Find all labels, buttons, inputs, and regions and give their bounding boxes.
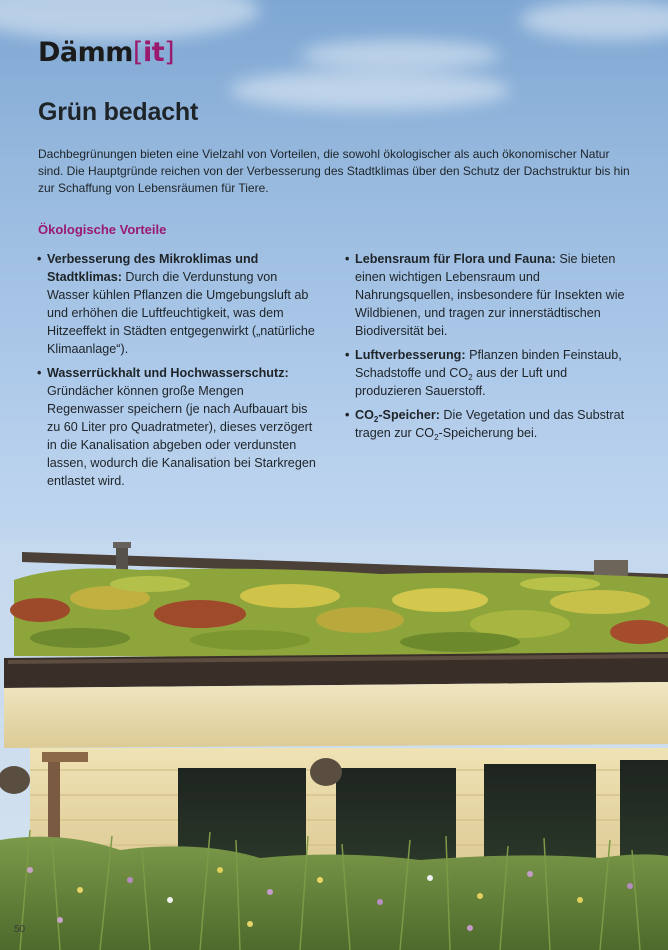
item-text: Durch die Verdunstung von Wasser kühlen Pflanzen die Umgebungsluft ab und erhöhen die Luftfeuchtigkeit, was dem Hitzeeffekt in Städten entgegenwirkt („natürliche Klimaanlage“). <box>47 270 315 356</box>
logo-part-2: it <box>142 37 165 68</box>
cloud <box>230 70 510 110</box>
item-text: Sie bieten einen wichtigen Lebensraum und Nahrungsquellen, insbesondere für Insekten wie Wildbienen, und tragen zur innerstädtischen Biodiversität bei. <box>355 252 625 338</box>
item-title-part: CO <box>355 408 374 422</box>
list-item <box>38 250 318 358</box>
cloud <box>520 0 668 40</box>
list-item <box>346 406 636 442</box>
item-title-part: -Speicher: <box>378 408 440 422</box>
benefits-list-left <box>38 250 318 496</box>
item-text: Pflanzen binden Feinstaub, Schadstoffe und CO <box>355 348 622 380</box>
subscript: 2 <box>468 373 473 382</box>
page-number: 50 <box>14 924 26 935</box>
item-title: Lebensraum für Flora und Fauna: <box>355 252 556 266</box>
brand-logo <box>38 38 174 72</box>
subscript: 2 <box>373 415 379 424</box>
item-text: aus der Luft und produzieren Sauerstoff. <box>355 366 568 398</box>
item-title: Wasserrückhalt und Hochwasserschutz: <box>47 366 289 380</box>
item-title <box>355 408 440 422</box>
subscript: 2 <box>434 433 439 442</box>
benefits-list-right <box>346 250 636 448</box>
item-text: Die Vegetation und das Substrat tragen zur CO <box>355 408 625 440</box>
list-item <box>346 346 636 400</box>
wall-lamp <box>310 758 342 786</box>
item-text: -Speicherung bei. <box>438 426 538 440</box>
list-item <box>38 364 318 490</box>
roof-fascia <box>4 682 668 748</box>
page-title: Grün bedacht <box>38 98 199 126</box>
cloud <box>300 40 500 70</box>
green-roof-photo <box>0 540 668 950</box>
item-title: Luftverbesserung: <box>355 348 466 362</box>
intro-paragraph: Dachbegrünungen bieten eine Vielzahl von Vorteilen, die sowohl ökologischer als auch ökonomischer Natur sind. Die Hauptgründe reichen von der Verbesserung des Stadtklimas über den Schutz der Dachstruktur bis hin zur Schaffung von Lebensräumen für Tiere. <box>38 147 630 195</box>
item-title: Verbesserung des Mikroklimas und Stadtklimas: <box>47 252 259 284</box>
section-heading: Ökologische Vorteile <box>38 222 167 237</box>
logo-bracket-open: [ <box>132 37 143 68</box>
list-item <box>346 250 636 340</box>
cloud <box>0 0 260 40</box>
logo-bracket-close: ] <box>164 37 175 68</box>
roof-vent-cap <box>113 542 131 548</box>
logo-part-1: Dämm <box>38 37 133 68</box>
downpipe-top <box>42 752 88 762</box>
item-text: Gründächer können große Mengen Regenwasser speichern (je nach Aufbauart bis zu 60 Liter pro Quadratmeter), dieses verzögert in die Kanalisation abgeben oder verdunsten lassen, wodurch die Kanalisation bei Starkregen entlastet wird. <box>47 384 316 488</box>
